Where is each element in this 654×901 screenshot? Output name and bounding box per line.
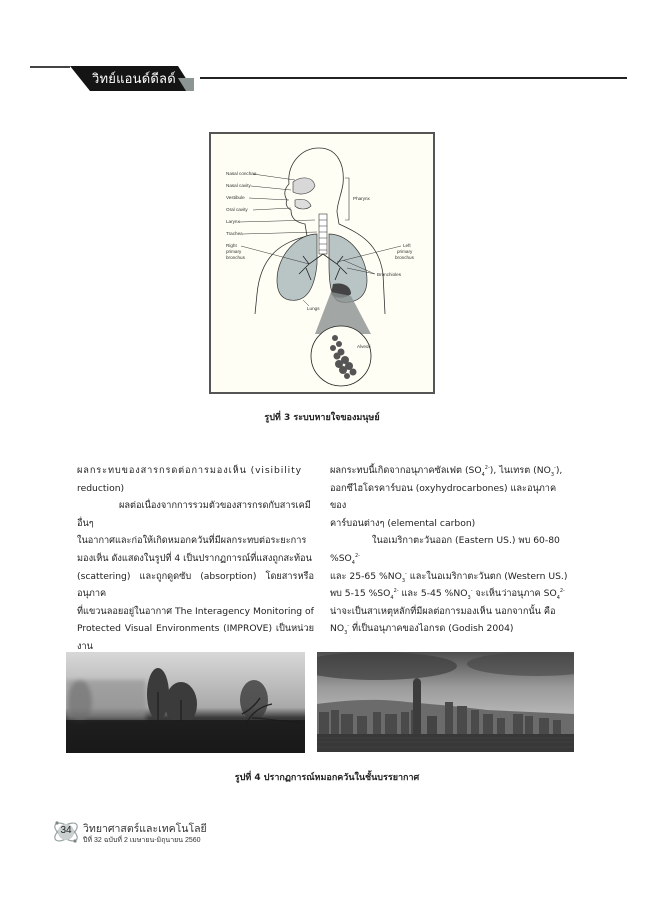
subscript: 3 (550, 471, 555, 478)
section-label: วิทย์แอนด์ดีลด์ (92, 71, 176, 86)
label-pharynx: Pharynx (353, 196, 370, 201)
label-right-bronchus-3: bronchus (226, 255, 245, 260)
superscript: - (347, 623, 350, 630)
label-lungs: Lungs (307, 306, 320, 311)
subscript: 3 (344, 630, 348, 637)
article-right-column (330, 462, 572, 638)
text-run: ผลกระทบนี้เกิดจากอนุภาคซัลเฟต (SO (330, 465, 482, 476)
respiratory-diagram (209, 132, 435, 394)
photo-foggy-field (66, 652, 305, 753)
paragraph-line (330, 568, 572, 586)
subscript: 3 (401, 577, 406, 584)
figure4-caption: รูปที่ 4 ปรากฏการณ์หมอกควันในชั้นบรรยากาศ (234, 773, 420, 783)
text-run: ), (555, 465, 563, 476)
text-run: และ 25-65 %NO (330, 570, 402, 582)
label-bronchioles: Bronchioles (377, 272, 402, 277)
superscript: - (470, 588, 473, 595)
label-nasal-cavity: Nasal cavity (226, 183, 251, 188)
foggy-field-image (66, 652, 305, 753)
paragraph-line (330, 585, 572, 603)
paragraph-line (330, 532, 572, 567)
label-larynx: Larynx (226, 219, 240, 224)
text-run: NO (330, 623, 345, 635)
label-left-bronchus-1: Left (403, 243, 411, 248)
superscript: - (405, 570, 407, 577)
text-run: ), ไนเทรต (NO (489, 465, 551, 476)
superscript: 2- (484, 464, 490, 471)
text-run: และในอเมริกาตะวันตก (Western US.) (406, 570, 568, 582)
subscript: 4 (351, 559, 355, 566)
header-rule-left (30, 66, 70, 68)
text-run: ที่เป็นอนุภาคของไอกรด (Godish 2004) (349, 623, 514, 635)
section-heading-line1: ผลกระทบของสารกรดต่อการมองเห็น (visibility (77, 465, 302, 476)
subscript: 4 (390, 594, 394, 601)
subscript: 3 (467, 594, 471, 601)
label-nasal-conchae: Nasal conchae (226, 171, 257, 176)
paragraph-line (330, 462, 572, 480)
superscript: 2- (393, 588, 399, 595)
label-right-bronchus-2: primary (226, 249, 242, 254)
paragraph-line: Protected Visual Environments (IMPROVE) เป็นหน่วยงาน (77, 623, 314, 652)
photo-hazy-skyline (317, 652, 574, 752)
paragraph-line: คาร์บอนต่างๆ (elemental carbon) (330, 517, 476, 529)
paragraph-line: ในอากาศและก่อให้เกิดหมอกควันที่มีผลกระทบต่อระยะการ (77, 535, 307, 547)
hazy-skyline-image (317, 652, 574, 752)
figure3-caption: รูปที่ 3 ระบบหายใจของมนุษย์ (264, 413, 380, 423)
header-rule-right (200, 77, 627, 79)
superscript: - (554, 464, 556, 471)
superscript: 2- (354, 552, 360, 559)
text-run: พบ 5-15 %SO (330, 588, 391, 600)
paragraph-line (330, 620, 572, 638)
label-left-bronchus-3: bronchus (395, 255, 414, 260)
paragraph-line: มองเห็น ดังแสดงในรูปที่ 4 เป็นปรากฏการณ์ที่แสงถูกสะท้อน (77, 552, 312, 564)
label-alveoli: Alveoli (357, 344, 371, 349)
label-trachea: Trachea (226, 231, 243, 236)
paragraph-line: น่าจะเป็นสาเหตุหลักที่มีผลต่อการมองเห็น นอกจากนั้น คือ (330, 605, 556, 617)
label-vestibule: Vestibule (226, 195, 245, 200)
label-right-bronchus-1: Right (226, 243, 237, 248)
journal-title: วิทยาศาสตร์และเทคโนโลยี (83, 823, 207, 835)
text-run: และ 5-45 %NO (398, 588, 468, 600)
paragraph-line: (scattering) และถูกดูดซับ (absorption) โดยสารหรืออนุภาค (77, 570, 314, 600)
section-heading-line2: reduction) (77, 482, 125, 494)
label-oral-cavity: Oral cavity (226, 207, 248, 212)
label-left-bronchus-2: primary (397, 249, 413, 254)
paragraph-line: ผลต่อเนื่องจากการรวมตัวของสารกรดกับสารเคมีอื่นๆ (77, 500, 311, 529)
page-number: 34 (60, 825, 72, 836)
journal-issue: ปีที่ 32 ฉบับที่ 2 เมษายน-มิถุนายน 2560 (83, 837, 201, 844)
text-run: ในอเมริกาตะวันออก (Eastern US.) พบ 60-80 %SO (330, 535, 560, 564)
subscript: 4 (556, 594, 560, 601)
paragraph-line: ออกซีไฮโดรคาร์บอน (oxyhydrocarbones) และอนุภาคของ (330, 482, 557, 512)
paragraph-line: ที่แขวนลอยอยู่ในอากาศ The Interagency Monitoring of (77, 605, 314, 617)
text-run: จะเห็นว่าอนุภาค SO (472, 588, 557, 600)
superscript: 2- (559, 588, 565, 595)
subscript: 4 (481, 471, 485, 478)
